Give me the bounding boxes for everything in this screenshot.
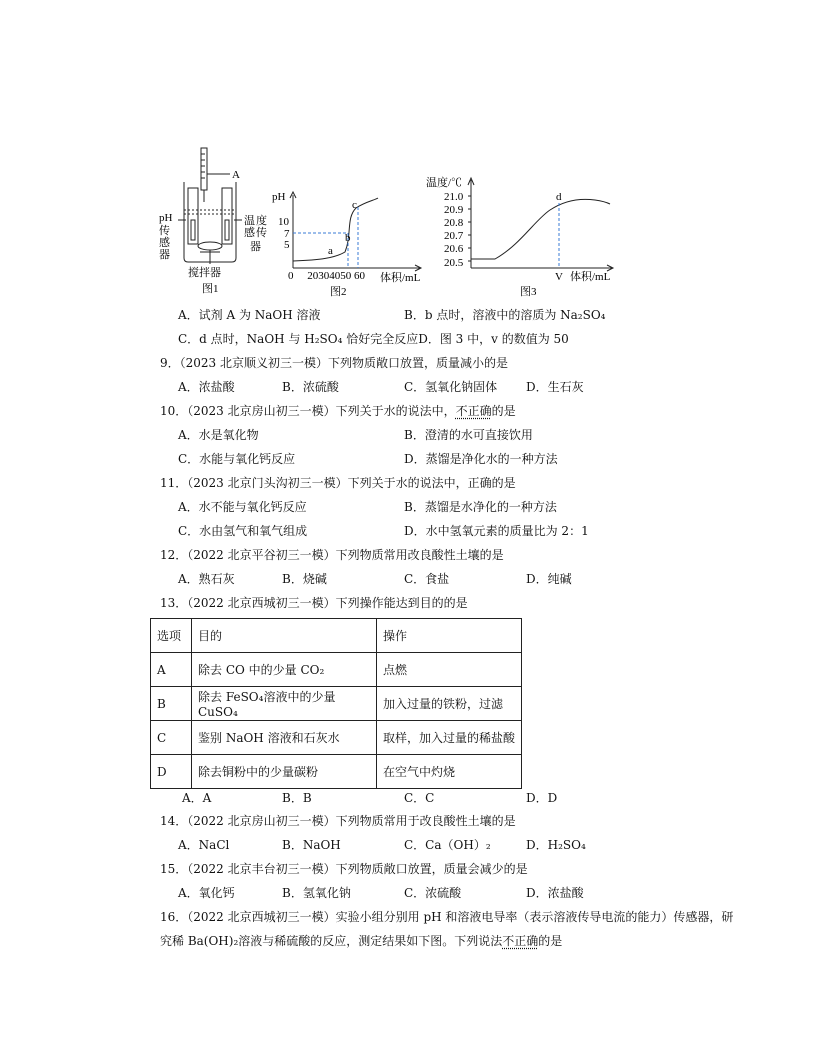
q15-option-d: D．浓盐酸 [526,886,584,900]
fig1-label-A: A [232,169,240,181]
q11-option-d: D．水中氢氧元素的质量比为 2：1 [404,524,589,538]
q10-option-a: A．水是氧化物 [178,428,259,442]
q12-option-b: B．烧碱 [282,572,327,586]
fig1-stirrer-label: 搅拌器 [188,267,221,279]
svg-text:传: 传 [256,227,267,239]
figure-3-temperature-curve [468,178,613,271]
figure-area [150,140,640,305]
q9-option-d: D．生石灰 [526,380,584,394]
fig3-caption: 图3 [520,286,537,298]
q11-option-a: A．水不能与氧化钙反应 [178,500,307,514]
fig2-caption: 图2 [330,286,347,298]
fig2-point-b: b [345,232,351,244]
q9-option-a: A．浓盐酸 [178,380,235,394]
q12-stem: 12．（2022 北京平谷初三一模）下列物质常用改良酸性土壤的是 [160,548,504,562]
q16-stem-line-1: 16．（2022 北京西城初三一模）实验小组分别用 pH 和溶液电导率（表示溶液传导电流的能力）传感器，研 [160,910,734,924]
fig3-ytick-20.7: 20.7 [444,230,464,242]
q9-option-c: C．氢氧化钠固体 [404,380,498,394]
q13-option-b: B．B [282,791,312,805]
q15-option-c: C．浓硫酸 [404,886,462,900]
fig2-xticks: 0 20304050 60 [288,270,365,282]
q12-option-a: A．熟石灰 [178,572,235,586]
table-cell: B [151,687,192,721]
svg-text:感: 感 [159,237,170,249]
fig3-ytick-20.9: 20.9 [444,204,464,216]
q10-option-d: D．蒸馏是净化水的一种方法 [404,452,558,466]
q12-option-c: C．食盐 [404,572,450,586]
q11-option-c: C．水由氢气和氧气组成 [178,524,308,538]
q14-stem: 14．（2022 北京房山初三一模）下列物质常用于改良酸性土壤的是 [160,814,516,828]
table-cell: 除去 CO 中的少量 CO₂ [192,653,377,687]
table-cell: D [151,755,192,789]
svg-text:传: 传 [159,225,170,237]
table-row [151,687,522,721]
table-header-row [151,619,522,653]
fig3-xmark-V: V [555,271,563,283]
fig2-ytick-7: 7 [284,228,290,240]
svg-text:器: 器 [159,249,170,261]
table-header-cell: 选项 [151,619,192,653]
q11-option-b: B．蒸馏是水净化的一种方法 [404,500,557,514]
fig2-xlabel: 体积/mL [380,272,421,284]
q13-option-c: C．C [404,791,435,805]
table-header-cell: 操作 [377,619,522,653]
q13-option-d: D．D [526,791,558,805]
fig3-point-d: d [556,191,562,203]
table-cell: 除去铜粉中的少量碳粉 [192,755,377,789]
table-cell: C [151,721,192,755]
fig1-caption: 图1 [202,283,219,295]
svg-text:感: 感 [244,227,255,239]
fig3-ytick-20.5: 20.5 [444,257,464,269]
ph-curve-line [293,198,378,261]
q16-stem-line-2: 究稀 Ba(OH)₂溶液与稀硫酸的反应，测定结果如下图。下列说法不正确的是 [160,934,563,948]
q8-option-cd: C．d 点时，NaOH 与 H₂SO₄ 恰好完全反应D．图 3 中，v 的数值为 50 [178,332,569,346]
svg-text:温: 温 [244,215,255,227]
q14-option-c: C．Ca（OH）₂ [404,838,491,852]
fig2-ylabel: pH [272,191,286,203]
q10-option-c: C．水能与氧化钙反应 [178,452,296,466]
table-cell: 鉴别 NaOH 溶液和石灰水 [192,721,377,755]
q10-option-b: B．澄清的水可直接饮用 [404,428,533,442]
table-cell: 在空气中灼烧 [377,755,522,789]
q14-option-d: D．H₂SO₄ [526,838,586,852]
q15-option-a: A．氧化钙 [178,886,235,900]
fig2-point-a: a [328,245,333,257]
fig3-ytick-21.0: 21.0 [444,191,464,203]
svg-text:器: 器 [250,241,261,253]
q10-emphasis: 不正确 [455,404,492,418]
q14-option-b: B．NaOH [282,838,341,852]
q15-stem: 15．（2022 北京丰台初三一模）下列物质敞口放置，质量会减少的是 [160,862,528,876]
q13-stem: 13．（2022 北京西城初三一模）下列操作能达到目的的是 [160,596,468,610]
fig1-temp-label [244,213,267,253]
q13-option-a: A．A [182,791,212,805]
table-cell: 点燃 [377,653,522,687]
table-cell: 加入过量的铁粉，过滤 [377,687,522,721]
q8-option-b: B．b 点时，溶液中的溶质为 Na₂SO₄ [404,308,606,322]
svg-text:度: 度 [256,215,267,227]
q13-table [150,618,522,789]
q15-option-b: B．氢氧化钠 [282,886,351,900]
table-header-cell: 目的 [192,619,377,653]
fig2-ytick-5: 5 [284,239,290,251]
svg-text:pH: pH [159,212,173,224]
q8-option-a: A．试剂 A 为 NaOH 溶液 [178,308,321,322]
table-row [151,755,522,789]
q11-stem: 11．（2023 北京门头沟初三一模）下列关于水的说法中，正确的是 [160,476,516,490]
table-cell: 取样，加入过量的稀盐酸 [377,721,522,755]
q12-option-d: D．纯碱 [526,572,572,586]
q16-emphasis: 不正确 [502,934,539,948]
fig2-ytick-10: 10 [278,216,289,228]
fig3-ylabel: 温度/℃ [426,177,463,189]
table-row [151,653,522,687]
table-cell: A [151,653,192,687]
fig3-ytick-20.8: 20.8 [444,217,464,229]
fig1-ph-label [159,212,173,261]
q14-option-a: A．NaCl [178,838,230,852]
fig3-xlabel: 体积/mL [570,271,611,283]
q10-stem: 10．（2023 北京房山初三一模）下列关于水的说法中，不正确的是 [160,404,516,418]
fig2-point-c: c [352,199,357,211]
q9-option-b: B．浓硫酸 [282,380,339,394]
table-row [151,721,522,755]
table-cell: 除去 FeSO₄溶液中的少量 CuSO₄ [192,687,377,721]
fig3-ytick-20.6: 20.6 [444,243,464,255]
figure-1-apparatus [178,148,242,264]
temp-curve-line [471,199,610,259]
q9-stem: 9．（2023 北京顺义初三一模）下列物质敞口放置，质量减小的是 [160,356,508,370]
